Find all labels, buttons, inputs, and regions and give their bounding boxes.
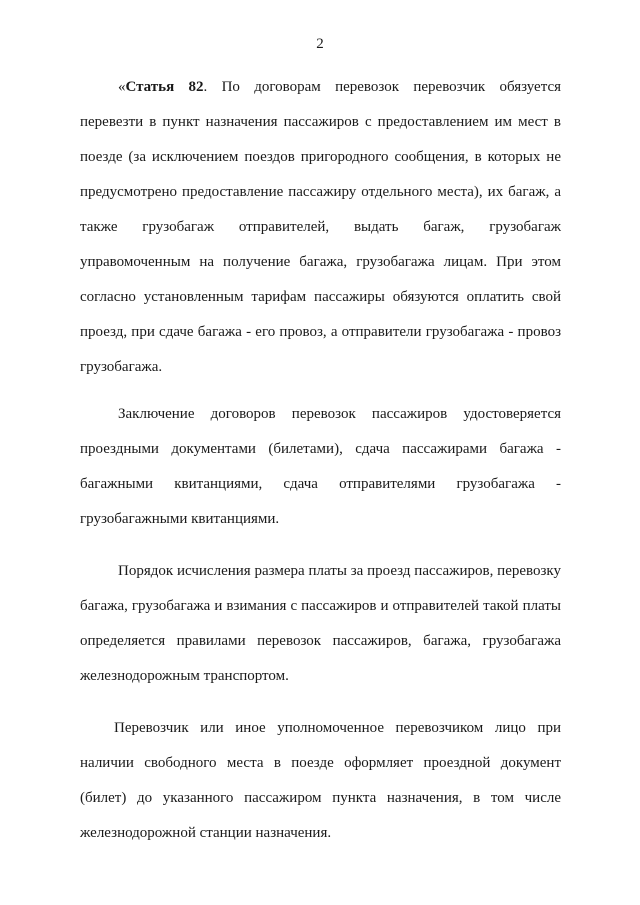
paragraph-text: Перевозчик или иное уполномоченное перевозчиком лицо при наличии свободного места в поезде оформляет проездной документ (билет) до указанного пассажиром пункта назначения, в том числе железнодорожной станции назначения. xyxy=(80,720,561,841)
paragraph-contract-documents xyxy=(80,397,561,537)
page-number: 2 xyxy=(316,36,324,52)
paragraph-text: Порядок исчисления размера платы за проезд пассажиров, перевозку багажа, грузобагажа и взимания с пассажиров и отправителей такой платы определяется правилами перевозок пассажиров, багажа, грузобагажа железнодорожным транспортом. xyxy=(80,563,561,684)
opening-quote: « xyxy=(118,79,126,95)
article-heading: Статья 82 xyxy=(125,79,204,95)
paragraph-text: Заключение договоров перевозок пассажиров удостоверяется проездными документами (билетами), сдача пассажирами багажа - багажными квитанциями, сдача отправителями грузобагажа - грузобагажными квитанциями. xyxy=(80,406,561,527)
paragraph-fare-calculation xyxy=(80,554,561,694)
paragraph-text: . По договорам перевозок перевозчик обязуется перевезти в пункт назначения пассажиров с предоставлением им мест в поезде (за исключением поездов пригородного сообщения, в которых не предусмотрено предоставление пассажиру отдельного места), их багаж, а также грузобагаж отправителей, выдать багаж, грузобагаж управомоченным на получение багажа, грузобагажа лицам. При этом согласно установленным тарифам пассажиры обязуются оплатить свой проезд, при сдаче багажа - его провоз, а отправители грузобагажа - провоз грузобагажа. xyxy=(80,79,561,375)
paragraph-article-82 xyxy=(80,70,561,385)
paragraph-ticket-issuance xyxy=(80,711,561,851)
document-body xyxy=(80,70,561,851)
